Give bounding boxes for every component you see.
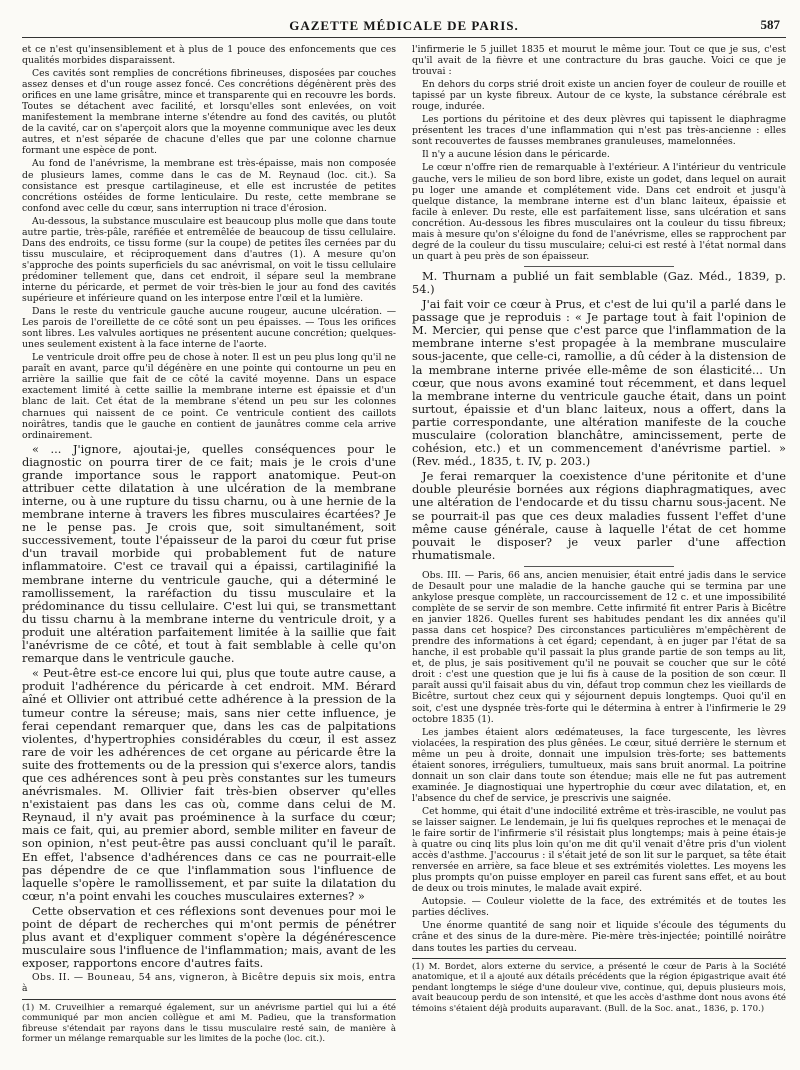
page-number: 587 [760,17,780,32]
paragraph: et ce n'est qu'insensiblement et à plus de 1 pouce des enfoncements que ces qualités morbides disparaissent. [22,44,396,67]
paragraph: Ces cavités sont remplies de concrétions fibrineuses, disposées par couches assez denses et d'un rouge assez foncé. Ces concrétions dégénèrent près des orifices en une lame grisâtre, mince et transparente qui en recouvre les bords. Toutes se détachent avec facilité, et lorsqu'elles sont enlevées, on voit manifestement la membrane interne s'étendre au fond des cavités, ou plutôt de la cavité, car on s'aperçoit alors que la moyenne communique avec les deux autres, et n'est séparée de chacune d'elles que par une colonne charnue formant une espèce de pont. [22,68,396,157]
journal-title: GAZETTE MÉDICALE DE PARIS. [289,18,519,33]
paragraph: Il n'y a aucune lésion dans le péricarde. [422,149,610,161]
quote-paragraph: « Peut-être est-ce encore lui qui, plus que toute autre cause, a produit l'adhérence du péricarde à cet endroit. MM. Bérard aîné et Ollivier ont attribué cette adhérence à la pression de la tumeur contre la séreuse; mais, sans nier cette influence, je ferai cependant remarquer que, dans les cas de palpitations violentes, d'hypertrophies considérables du cœur, il est assez rare de voir les adhérences de cet organe au péricarde être la suite des frottements ou de la pression qui s'exerce alors, tandis que ces adhérences sont à peu près constantes sur les tumeurs anévrismales. M. Ollivier fait très-bien observer qu'elles n'existaient pas dans les cas où, comme dans celui de M. Reynaud, il n'y avait pas proéminence à la surface du cœur; mais ce fait, qui, au premier abord, semble militer en faveur de son opinion, n'est peut-être pas aussi concluant qu'il le paraît. En effet, l'absence d'adhérences dans ce cas ne pourrait-elle pas dépendre de ce que l'inflammation sous l'influence de laquelle s'opère le ramollissement, et par suite la dilatation du cœur, n'a point envahi les couches musculaires externes? » [22,666,396,903]
paragraph: Au fond de l'anévrisme, la membrane est très-épaisse, mais non composée de plusieurs lames, comme dans le cas de M. Reynaud (loc. cit.). Sa consistance est presque cartilagineuse, et elle est incrustée de petites concrétions ostéides de forme lenticulaire. Du reste, cette membrane se confond avec celle du cœur, sans interruption ni trace d'érosion. [22,158,396,214]
paragraph: Cette observation et ces réflexions sont devenues pour moi le point de départ de recherches qui m'ont permis de pénétrer plus avant et d'expliquer comment s'opère la dégénérescence musculaire sous l'influence de l'inflammation; mais, avant de les exposer, rapportons encore d'autres faits. [22,903,396,971]
left-footnote [22,997,396,1047]
left-column [22,44,396,1045]
right-column [412,44,786,1014]
page-header [22,0,786,38]
paragraph: Les jambes étaient alors œdémateuses, la face turgescente, les lèvres violacées, la respiration des plus gênées. Le cœur, situé derrière le sternum et même un peu à droite, donnait une impulsion très-forte; ses battements étaient sonores, irréguliers, tumultueux, mais sans bruit anormal. La poitrine donnait un son clair dans toute son étendue; mais elle ne fut pas autrement examinée. Je diagnostiquai une hypertrophie du cœur avec dilatation, et, en l'absence du chef de service, je prescrivis une saignée. [412,726,786,804]
paragraph: M. Thurnam a publié un fait semblable (Gaz. Méd., 1839, p. 54.) [412,268,786,296]
paragraph: Dans le reste du ventricule gauche aucune rougeur, aucune ulcération. — Les parois de l'oreillette de ce côté sont un peu épaisses. — Tous les orifices sont libres. Les valvules aortiques ne présentent aucune concrétion; quelques-unes seulement existent à la face interne de l'aorte. [22,306,396,351]
observation-heading: Obs. II. — Bouneau, 54 ans, vigneron, à Bicêtre depuis six mois, entra à [22,972,396,995]
text-columns [22,44,786,1045]
paragraph: En dehors du corps strié droit existe un ancien foyer de couleur de rouille et tapissé par un kyste fibreux. Autour de ce kyste, la substance cérébrale est rouge, indurée. [412,79,786,113]
quote-paragraph: J'ai fait voir ce cœur à Prus, et c'est de lui qu'il a parlé dans le passage que je reproduis : « Je partage tout à fait l'opinion de M. Mercier, qui pense que c'est parce que l'inflammation de la membrane interne s'est propagée à la membrane musculaire sous-jacente, que celle-ci, ramollie, a dû céder à la distension de la membrane interne privée elle-même de son élasticité... Un cœur, que nous avons examiné tout récemment, et dans lequel la membrane interne du ventricule gauche était, dans un point surtout, épaissie et d'un blanc laiteux, nous a offert, dans la partie correspondante, une altération manifeste de la couche musculaire (coloration blanchâtre, amincissement, perte de cohésion, etc.) et un commencement d'anévrisme partiel. » (Rev. méd., 1835, t. IV, p. 203.) [412,297,786,469]
autopsy-heading: Autopsie. — Couleur violette de la face, des extrémités et de toutes les parties déclives. [412,896,786,919]
section-divider [524,566,674,567]
paragraph: Le cœur n'offre rien de remarquable à l'extérieur. A l'intérieur du ventricule gauche, vers le milieu de son bord libre, existe un godet, dans lequel on aurait pu loger une amande et complétement vide. Dans cet endroit et jusqu'à quelque distance, la membrane interne est d'un blanc laiteux, épaissie et facile à enlever. Du reste, elle est parfaitement lisse, sans ulcération et sans concrétion. Au-dessous les fibres musculaires ont la couleur du tissu fibreux; mais à mesure qu'on s'éloigne du fond de l'anévrisme, elles se rapprochent par degré de la couleur du tissu musculaire; celui-ci est resté à l'état normal dans un quart à peu près de son épaisseur. [412,162,786,262]
quote-paragraph: « ... J'ignore, ajoutai-je, quelles conséquences pour le diagnostic on pourra tirer de ce fait; mais je le crois d'une grande importance sous le rapport anatomique. Peut-on attribuer cette dilatation à une ulcération de la membrane interne, ou à une rupture du tissu charnu, ou à une hernie de la membrane interne à travers les fibres musculaires écartées? Je ne le pense pas. Je crois que, soit simultanément, soit successivement, toute l'épaisseur de la paroi du cœur fut prise d'un travail morbide qui probablement fut de nature inflammatoire. C'est ce travail qui a épaissi, cartilaginifié la membrane interne du ventricule gauche, qui a déterminé le ramollissement, la raréfaction du tissu musculaire et la prédominance du tissu cellulaire. C'est lui qui, se transmettant du tissu charnu à la membrane interne du ventricule droit, y a produit une altération parfaitement limitée à la saillie que fait l'anévrisme de ce côté, et tout à fait semblable à celle qu'on remarque dans le ventricule gauche. [22,441,396,666]
paragraph: l'infirmerie le 5 juillet 1835 et mourut le même jour. Tout ce que je sus, c'est qu'il avait de la fièvre et une contracture du bras gauche. Voici ce que je trouvai : [412,44,786,78]
left-column-body [22,44,396,997]
right-column-body [412,44,786,956]
right-footnote [412,956,786,1017]
paragraph: Le ventricule droit offre peu de chose à noter. Il est un peu plus long qu'il ne paraît en avant, parce qu'il dégénère en une pointe qui contourne un peu en arrière la saillie que fait de ce côté la cavité moyenne. Dans un espace exactement limité à cette saillie la membrane interne est épaissie et d'un blanc de lait. Cet état de la membrane s'étend un peu sur les colonnes charnues qui naissent de ce point. Ce ventricule contient des caillots noirâtres, tandis que le gauche en contient de jaunâtres comme cela arrive ordinairement. [22,352,396,441]
paragraph: Une énorme quantité de sang noir et liquide s'écoule des téguments du crâne et des sinus de la dure-mère. Pie-mère très-injectée; pointillé noirâtre dans toutes les parties du cerveau. [412,920,786,954]
paragraph: Je ferai remarquer la coexistence d'une péritonite et d'une double pleurésie bornées aux régions diaphragmatiques, avec une altération de l'endocarde et du tissu charnu sous-jacent. Ne se pourrait-il pas que ces deux maladies fussent l'effet d'une même cause générale, cause à laquelle l'état de cet homme pouvait le disposer? je veux parler d'une affection rhumatismale. [412,469,786,562]
footnote-text: (1) M. Cruveilhier a remarqué également, sur un anévrisme partiel qui lui a été communiqué par mon ancien collègue et ami M. Padieu, que la transformation fibreuse s'étendait par rayons dans le tissu musculaire resté sain, de manière à former un mélange remarquable sur les limites de la poche (loc. cit.). [22,1002,396,1045]
paragraph: Cet homme, qui était d'une indocilité extrême et très-irascible, ne voulut pas se laisser saigner. Le lendemain, je lui fis quelques reproches et le menaçai de le faire sortir de l'infirmerie s'il résistait plus longtemps; mais à peine étais-je à quatre ou cinq lits plus loin qu'on me dit qu'il venait d'être pris d'un violent accès d'asthme. J'accourus : il s'était jeté de son lit sur le parquet, sa tête était renversée en arrière, sa face bleue et ses extrémités violettes. Les moyens les plus prompts qu'on puisse employer en pareil cas furent sans effet, et au bout de deux ou trois minutes, le malade avait expiré. [412,805,786,895]
paragraph: Au-dessous, la substance musculaire est beaucoup plus molle que dans toute autre partie, très-pâle, raréfiée et entremêlée de beaucoup de tissu cellulaire. Dans des endroits, ce tissu forme (sur la coupe) de petites îles cernées par du tissu musculaire, et réciproquement dans d'autres (1). A mesure qu'on s'approche des points superficiels du sac anévrismal, on voit le tissu cellulaire prédominer tellement que, dans cet endroit, il sépare seul la membrane interne du péricarde, et permet de voir très-bien le jour au fond des cavités supérieure et inférieure quand on les interpose entre l'œil et la lumière. [22,215,396,305]
footnote-rule [22,999,396,1000]
paragraph: Les portions du péritoine et des deux plèvres qui tapissent le diaphragme présentent les traces d'une inflammation qui n'est pas très-ancienne : elles sont recouvertes de fausses membranes granuleuses, mamelonnées. [412,114,786,148]
section-divider [524,266,674,267]
footnote-text: (1) M. Bordet, alors externe du service, a présenté le cœur de Paris à la Société anatomique, et il a ajouté aux détails précédents que la région épigastrique avait été pendant longtemps le siége d'une douleur vive, continue, qui, depuis plusieurs mois, avait beaucoup perdu de son intensité, et que les accès d'asthme dont nous avons été témoins s'étaient déjà produits auparavant. (Bull. de la Soc. anat., 1836, p. 170.) [412,961,786,1014]
observation-paragraph: Obs. III. — Paris, 66 ans, ancien menuisier, était entré jadis dans le service de Desault pour une maladie de la hanche gauche qui se termina par une ankylose presque complète, un raccourcissement de 12 c. et une impossibilité complète de se servir de son membre. Cette infirmité fit entrer Paris à Bicêtre en janvier 1826. Quelles furent ses habitudes pendant les dix années qu'il passa dans cet hospice? Des circonstances particulières m'empêchèrent de prendre des informations à cet égard; cependant, à en juger par l'état de sa hanche, il est probable qu'il passait la plus grande partie de son temps au lit, et, de plus, je sais positivement qu'il ne pouvait se coucher que sur le côté droit : c'est une question que je lui fis à cause de la position de son cœur. Il paraît aussi qu'il faisait abus du vin, défaut trop commun chez les vieillards de Bicêtre, surtout chez ceux qui y séjournent depuis longtemps. Quoi qu'il en soit, c'est une dyspnée très-forte qui le détermina à entrer à l'infirmerie le 29 octobre 1835 (1). [412,569,786,725]
footnote-rule [412,958,786,959]
